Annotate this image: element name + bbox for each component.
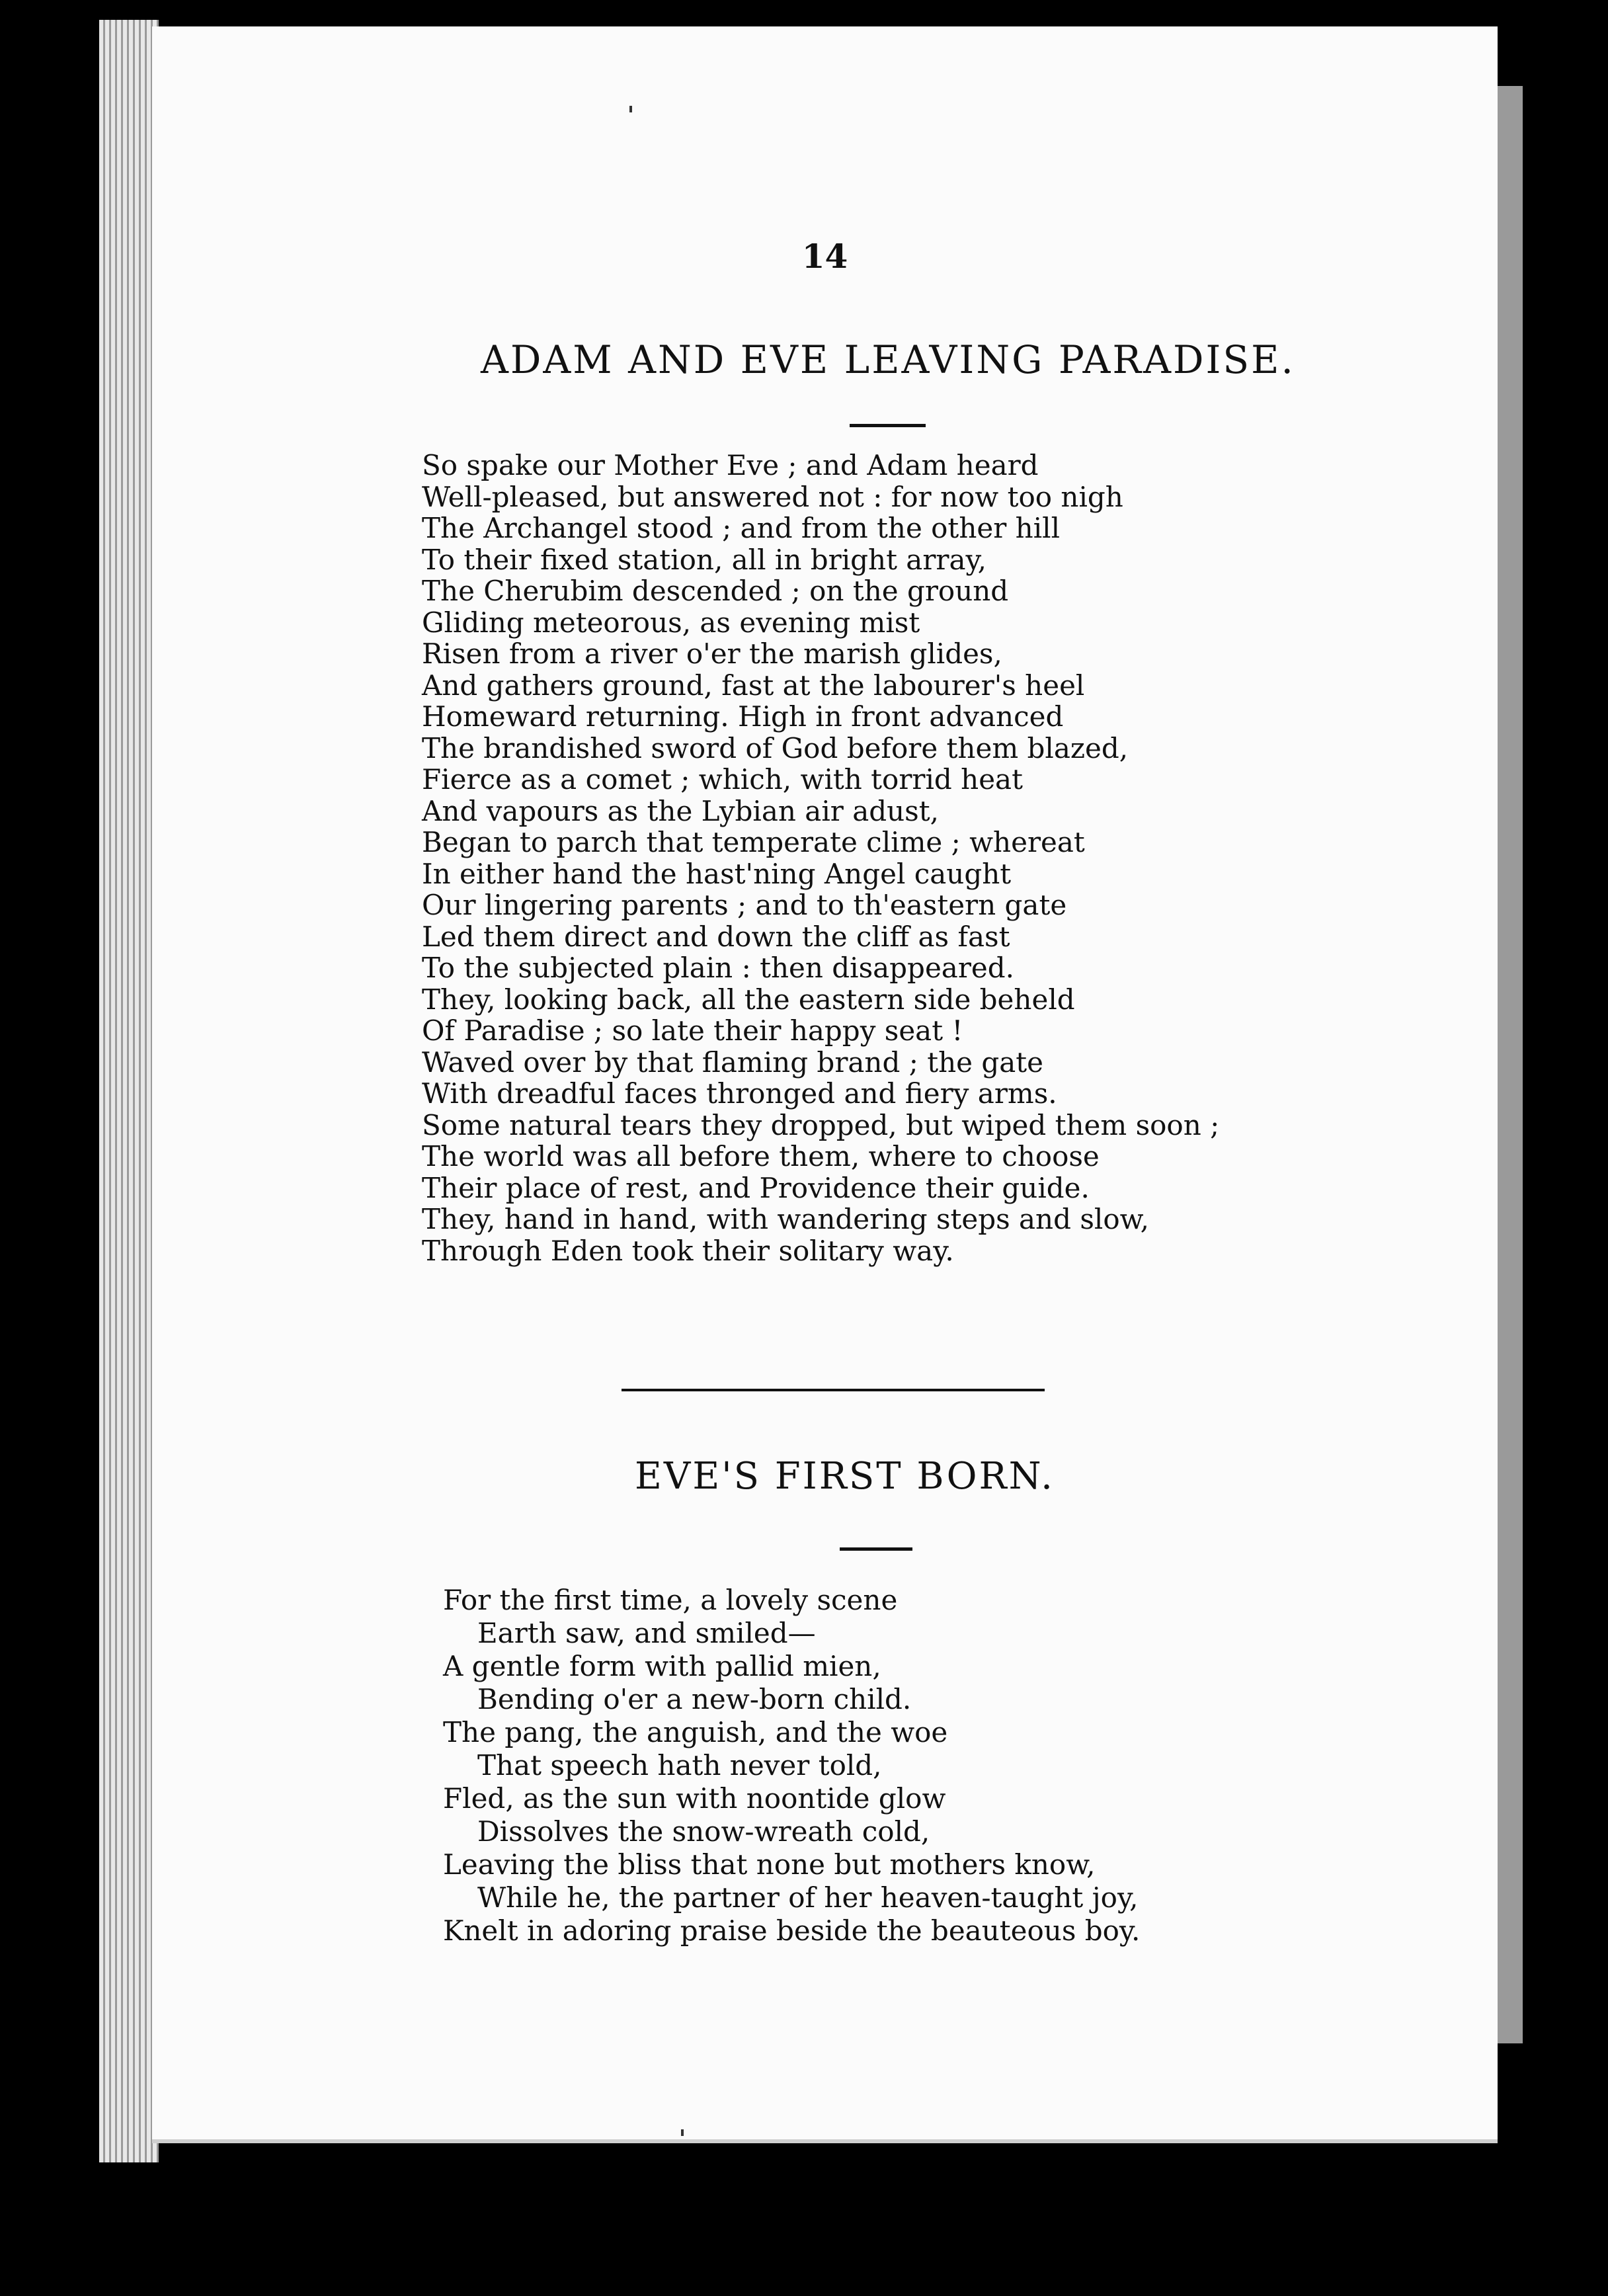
verse-line: Homeward returning. High in front advanced: [422, 700, 1064, 733]
verse-line: And vapours as the Lybian air adust,: [422, 794, 939, 827]
verse-line: Of Paradise ; so late their happy seat !: [422, 1014, 963, 1047]
verse-line: Fled, as the sun with noontide glow: [443, 1782, 946, 1815]
poem-body-adam-and-eve: [422, 450, 1219, 1266]
verse-line: Risen from a river o'er the marish glides,: [422, 637, 1002, 670]
verse-line: To their fixed station, all in bright array,: [422, 543, 987, 576]
verse-line: They, looking back, all the eastern side beheld: [422, 983, 1075, 1016]
book-page-edges-left: [99, 20, 159, 2162]
poem-title-eves-first-born: EVE'S FIRST BORN.: [635, 1455, 1055, 1498]
verse-line: Through Eden took their solitary way.: [422, 1234, 954, 1267]
poem-title-adam-and-eve: ADAM AND EVE LEAVING PARADISE.: [481, 337, 1295, 382]
verse-line: The Archangel stood ; and from the other hill: [422, 512, 1060, 544]
verse-line: Dissolves the snow-wreath cold,: [477, 1815, 930, 1848]
verse-line: The Cherubim descended ; on the ground: [422, 575, 1009, 607]
verse-line: Gliding meteorous, as evening mist: [422, 606, 920, 639]
verse-line: That speech hath never told,: [477, 1749, 882, 1782]
verse-line: Led them direct and down the cliff as fast: [422, 920, 1010, 953]
verse-line: A gentle form with pallid mien,: [443, 1650, 881, 1682]
verse-line: In either hand the hast'ning Angel caught: [422, 857, 1012, 890]
verse-line: Fierce as a comet ; which, with torrid heat: [422, 763, 1023, 796]
verse-line: Leaving the bliss that none but mothers know,: [443, 1848, 1096, 1881]
verse-line: And gathers ground, fast at the labourer's heel: [422, 669, 1085, 702]
verse-line: To the subjected plain : then disappeared.: [422, 952, 1015, 984]
verse-line: For the first time, a lovely scene: [443, 1584, 898, 1616]
title-rule: [840, 1547, 912, 1551]
book-page-edge-right: [1498, 86, 1523, 2043]
verse-line: Their place of rest, and Providence their guide.: [422, 1171, 1090, 1204]
verse-line: So spake our Mother Eve ; and Adam heard: [422, 449, 1039, 481]
book-page: [152, 26, 1498, 2143]
verse-line: While he, the partner of her heaven-taught joy,: [477, 1881, 1139, 1914]
verse-line: Our lingering parents ; and to th'eastern gate: [422, 889, 1067, 921]
verse-line: Began to parch that temperate clime ; whereat: [422, 826, 1085, 858]
verse-line: The pang, the anguish, and the woe: [443, 1716, 948, 1748]
title-rule: [850, 424, 926, 427]
poem-body-eves-first-born: [443, 1584, 1140, 1948]
verse-line: They, hand in hand, with wandering steps and slow,: [422, 1203, 1149, 1235]
verse-line: Waved over by that flaming brand ; the gate: [422, 1046, 1044, 1079]
verse-line: Well-pleased, but answered not : for now too nigh: [422, 480, 1123, 513]
verse-line: Knelt in adoring praise beside the beauteous boy.: [443, 1914, 1141, 1947]
verse-line: Bending o'er a new-born child.: [477, 1683, 912, 1715]
section-divider: [622, 1389, 1045, 1391]
page-number: 14: [801, 237, 848, 276]
paper-speck: [681, 2129, 684, 2136]
verse-line: The world was all before them, where to choose: [422, 1140, 1100, 1172]
verse-line: The brandished sword of God before them blazed,: [422, 731, 1129, 764]
verse-line: Earth saw, and smiled—: [477, 1617, 816, 1649]
verse-line: Some natural tears they dropped, but wiped them soon ;: [422, 1108, 1220, 1141]
paper-speck: [629, 106, 632, 112]
verse-line: With dreadful faces thronged and fiery arms.: [422, 1077, 1057, 1110]
